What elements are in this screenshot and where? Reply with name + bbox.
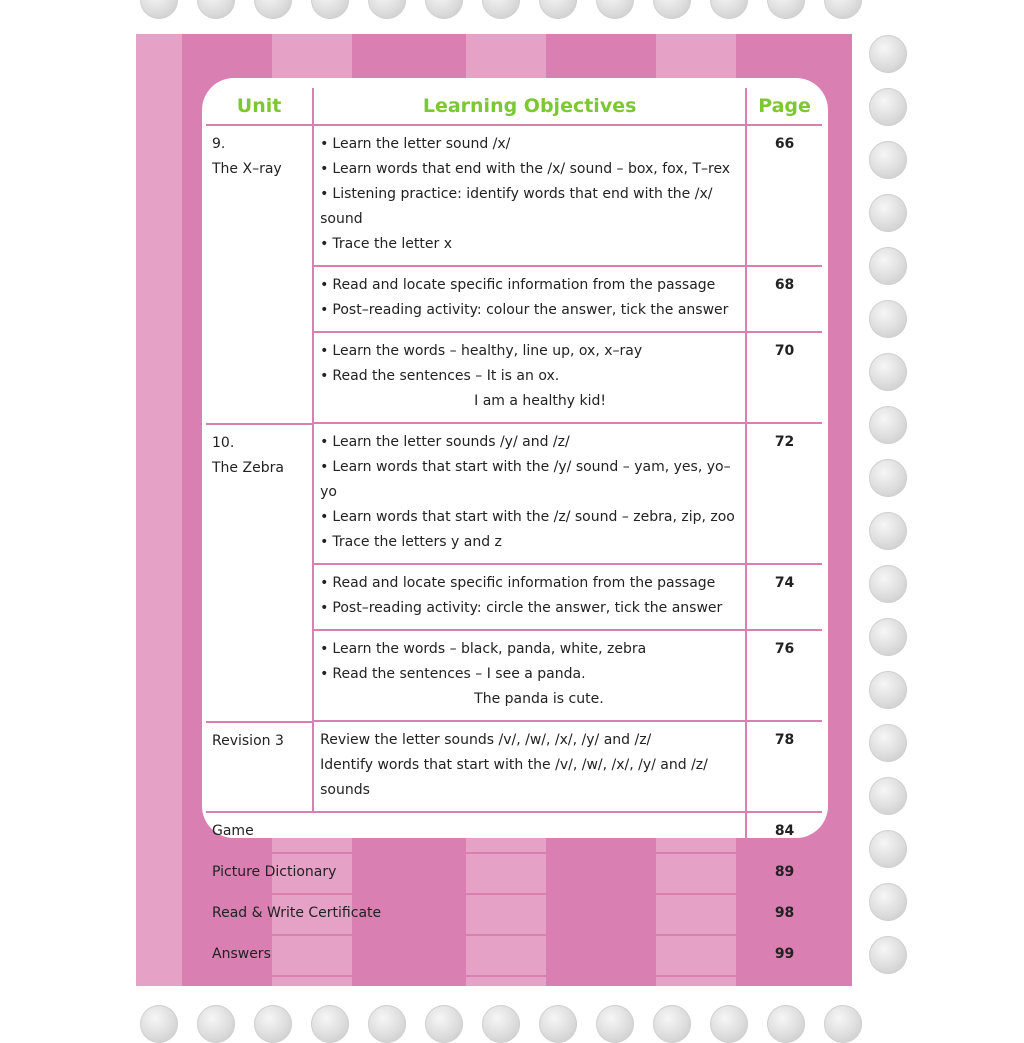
revision-label: Revision 3: [206, 722, 313, 812]
page-number: 89: [746, 853, 822, 894]
objective-line: Identify words that start with the /v/, /w/, /x/, /y/ and /z/ sounds: [320, 757, 708, 798]
objective-line: • Learn the words – black, panda, white, zebra: [320, 641, 646, 657]
header-row: [206, 88, 822, 125]
table-row: [206, 935, 822, 976]
unit-name: The X–ray: [212, 161, 282, 177]
objectives-cell: [313, 266, 746, 332]
page-number: 68: [746, 266, 822, 332]
example-sentence: I am a healthy kid!: [474, 393, 606, 409]
perforation-bottom: [0, 1000, 1024, 1024]
unit-cell: [206, 125, 313, 423]
page-number: 66: [746, 125, 822, 266]
unit-name: The Zebra: [212, 460, 284, 476]
section-label: Game: [206, 812, 746, 853]
objective-line: • Read the sentences – I see a panda.: [320, 666, 585, 682]
table-row: [206, 722, 822, 812]
objective-line: • Learn the letter sound /x/: [320, 136, 510, 152]
unit-number: 10.: [212, 435, 235, 451]
perforation-right: [860, 0, 900, 1024]
objective-line: • Read the sentences – It is an ox.: [320, 368, 559, 384]
unit-number: 9.: [212, 136, 226, 152]
perforation-top: [0, 0, 1024, 20]
objective-line: • Learn the words – healthy, line up, ox, x–ray: [320, 343, 642, 359]
objectives-cell: [313, 424, 746, 564]
objective-line: • Post–reading activity: circle the answer, tick the answer: [320, 600, 722, 616]
objective-line: • Learn the letter sounds /y/ and /z/: [320, 434, 570, 450]
page-number: 76: [746, 630, 822, 721]
objective-line: • Read and locate specific information from the passage: [320, 575, 715, 591]
table-row: [206, 812, 822, 853]
page-number: 98: [746, 894, 822, 935]
page-number: 78: [746, 722, 822, 812]
objectives-cell: [313, 125, 746, 266]
page-number: 70: [746, 332, 822, 423]
objective-line: • Learn words that end with the /x/ sound – box, fox, T–rex: [320, 161, 730, 177]
unit-header: Unit: [206, 88, 313, 125]
page-number: 99: [746, 935, 822, 976]
page-number: 84: [746, 812, 822, 853]
objective-line: • Read and locate specific information from the passage: [320, 277, 715, 293]
section-label: Read & Write Certificate: [206, 894, 746, 935]
unit-cell: [206, 424, 313, 721]
objectives-cell: [313, 630, 746, 721]
objectives-header: Learning Objectives: [313, 88, 746, 125]
contents-table: [206, 88, 822, 977]
objective-line: • Learn words that start with the /z/ sound – zebra, zip, zoo: [320, 509, 735, 525]
objective-line: • Trace the letters y and z: [320, 534, 502, 550]
table-row: [206, 894, 822, 935]
page-number: 74: [746, 564, 822, 630]
objectives-cell: [313, 332, 746, 423]
objective-line: • Learn words that start with the /y/ sound – yam, yes, yo–yo: [320, 459, 730, 500]
page-number: 72: [746, 424, 822, 564]
objectives-cell: [313, 722, 746, 812]
objective-line: • Trace the letter x: [320, 236, 452, 252]
table-row: [206, 424, 822, 564]
objective-line: • Listening practice: identify words that end with the /x/ sound: [320, 186, 712, 227]
table-row: [206, 125, 822, 266]
objectives-cell: [313, 564, 746, 630]
section-label: Picture Dictionary: [206, 853, 746, 894]
example-sentence: The panda is cute.: [474, 691, 604, 707]
page-header: Page: [746, 88, 822, 125]
section-label: Answers: [206, 935, 746, 976]
objective-line: Review the letter sounds /v/, /w/, /x/, /y/ and /z/: [320, 732, 652, 748]
objective-line: • Post–reading activity: colour the answer, tick the answer: [320, 302, 728, 318]
table-row: [206, 853, 822, 894]
